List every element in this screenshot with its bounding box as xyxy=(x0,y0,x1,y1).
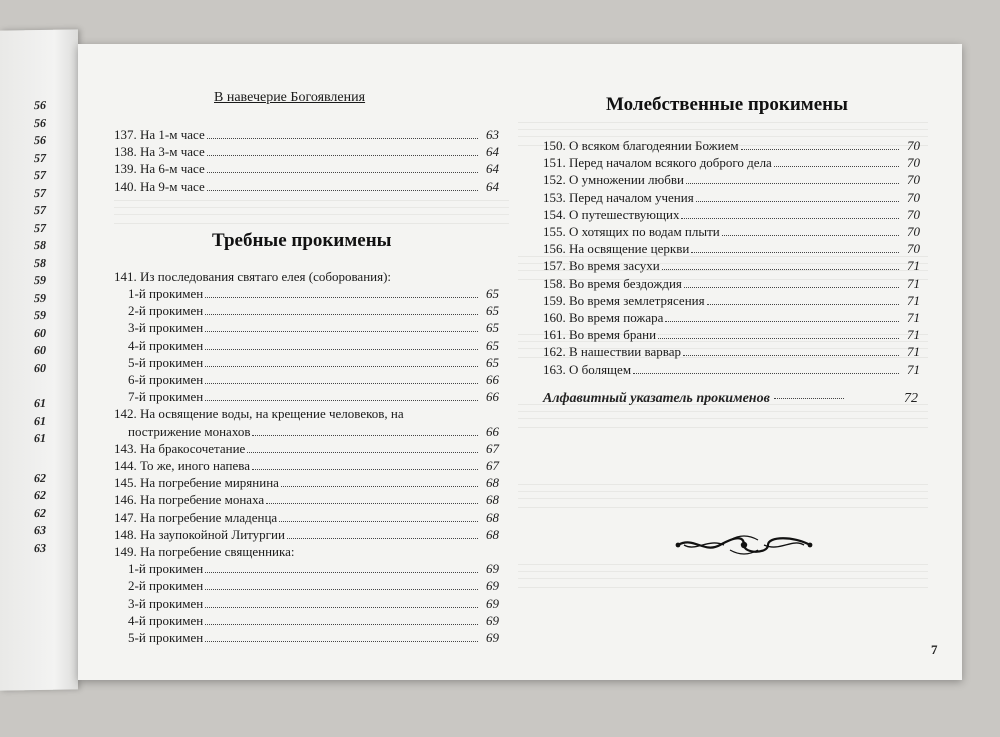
index-page: 72 xyxy=(904,391,918,406)
toc-page-number: 70 xyxy=(907,206,920,222)
toc-entry[interactable] xyxy=(114,178,499,195)
toc-leader xyxy=(205,572,478,590)
toc-page-number: 65 xyxy=(486,354,499,370)
toc-page-number: 63 xyxy=(486,127,499,142)
left-page-number: 56 xyxy=(34,115,46,130)
toc-leader xyxy=(281,469,478,487)
toc-page-number: 64 xyxy=(486,144,499,160)
toc-label: 148. На заупокойной Литургии xyxy=(114,526,285,542)
toc-leader xyxy=(279,504,478,522)
left-page-number: 56 xyxy=(34,132,46,148)
left-page-number: 57 xyxy=(34,185,46,200)
toc-leader xyxy=(205,624,478,642)
toc-label: 155. О хотящих по водам плыти xyxy=(543,224,720,239)
toc-entry-heading: 149. На погребение священника: xyxy=(114,544,295,559)
page-number: 7 xyxy=(931,642,938,657)
toc-label: 160. Во время пожара xyxy=(543,310,664,325)
toc-leader xyxy=(207,173,478,191)
toc-label: 137. На 1-м часе xyxy=(114,127,205,142)
toc-leader xyxy=(205,314,478,332)
toc-page-number: 70 xyxy=(907,189,920,205)
toc-leader xyxy=(205,297,478,315)
toc-label: 153. Перед началом учения xyxy=(543,189,694,205)
toc-leader xyxy=(205,280,478,298)
toc-leader xyxy=(662,252,899,270)
toc-label: 2-й прокимен xyxy=(128,578,204,594)
index-entry[interactable] xyxy=(543,391,918,409)
toc-page-number: 71 xyxy=(907,327,920,343)
toc-label: 146. На погребение монаха xyxy=(114,492,265,508)
left-page-number: 63 xyxy=(34,522,46,538)
toc-page xyxy=(78,44,962,680)
toc-page-number: 69 xyxy=(486,630,499,645)
toc-leader xyxy=(205,590,478,608)
toc-label: 144. То же, иного напева xyxy=(114,458,250,473)
left-page-number: 61 xyxy=(34,395,46,411)
toc-page-number: 67 xyxy=(486,458,499,473)
toc-label: 163. О болящем xyxy=(543,361,632,377)
toc-leader xyxy=(252,418,478,436)
left-page-number: 63 xyxy=(34,540,46,555)
toc-page-number: 67 xyxy=(486,440,499,456)
index-label: Алфавитный указатель прокименов xyxy=(543,391,770,406)
toc-label: 151. Перед началом всякого доброго дела xyxy=(543,155,772,171)
toc-page-number: 64 xyxy=(486,178,499,194)
toc-label: 1-й прокимен xyxy=(128,286,204,301)
toc-leader xyxy=(722,218,899,236)
toc-leader xyxy=(684,270,899,288)
toc-page-number: 66 xyxy=(486,372,499,387)
toc-page-number: 70 xyxy=(907,155,920,171)
toc-page-number: 70 xyxy=(907,172,920,188)
left-page-number: 59 xyxy=(34,307,46,323)
toc-page-number: 70 xyxy=(907,241,920,257)
toc-leader xyxy=(252,452,478,470)
left-page-number: 59 xyxy=(34,290,46,305)
section-title-needs: Требные прокимены xyxy=(212,230,392,251)
toc-page-number: 69 xyxy=(486,561,499,577)
left-page-number: 62 xyxy=(34,470,46,485)
toc-leader xyxy=(207,138,478,156)
toc-leader xyxy=(205,349,478,367)
toc-leader xyxy=(741,132,899,150)
toc-leader xyxy=(681,201,899,219)
left-page-number: 58 xyxy=(34,255,46,270)
left-page-number: 58 xyxy=(34,237,46,253)
left-page-number: 59 xyxy=(34,272,46,288)
left-page-number: 56 xyxy=(34,97,46,113)
toc-label: 6-й прокимен xyxy=(128,372,204,387)
toc-label: 5-й прокимен xyxy=(128,630,204,645)
toc-page-number: 68 xyxy=(486,509,499,525)
left-page-number: 60 xyxy=(34,360,46,375)
toc-label: 1-й прокимен xyxy=(128,561,204,577)
toc-page-number: 65 xyxy=(486,337,499,353)
toc-leader xyxy=(686,166,899,184)
toc-label: 154. О путешествующих xyxy=(543,206,680,222)
toc-entry[interactable] xyxy=(543,361,920,378)
toc-page-number: 69 xyxy=(486,595,499,611)
toc-label: 138. На 3-м часе xyxy=(114,144,205,160)
toc-label: 140. На 9-м часе xyxy=(114,178,205,194)
toc-entry[interactable] xyxy=(128,629,499,646)
toc-page-number: 70 xyxy=(907,224,920,239)
index-leader xyxy=(774,398,844,399)
toc-entry-heading: 142. На освящение воды, на крещение человеков, на xyxy=(114,406,404,422)
toc-page-number: 69 xyxy=(486,578,499,594)
bleed-stave xyxy=(114,200,509,224)
toc-page-number: 69 xyxy=(486,612,499,628)
toc-label: 4-й прокимен xyxy=(128,612,204,628)
toc-label: 139. На 6-м часе xyxy=(114,161,205,177)
toc-page-number: 65 xyxy=(486,286,499,301)
left-page-number: 61 xyxy=(34,430,46,446)
toc-leader xyxy=(658,321,899,339)
left-page-edge xyxy=(0,29,78,690)
left-page-number: 57 xyxy=(34,202,46,218)
toc-leader xyxy=(633,356,899,374)
toc-label: 4-й прокимен xyxy=(128,337,204,353)
toc-entry-heading: 141. Из последования святаго елея (соборования): xyxy=(114,269,392,284)
toc-page-number: 66 xyxy=(486,423,499,439)
toc-label: 161. Во время брани xyxy=(543,327,657,343)
toc-page-number: 71 xyxy=(907,258,920,274)
toc-page-number: 71 xyxy=(907,310,920,325)
toc-page-number: 65 xyxy=(486,303,499,319)
toc-label: пострижение монахов xyxy=(128,423,251,439)
section-title-moleben: Молебственные прокимены xyxy=(606,94,848,115)
toc-entry[interactable] xyxy=(114,526,499,543)
toc-page-number: 71 xyxy=(907,292,920,308)
toc-label: 147. На погребение младенца xyxy=(114,509,278,525)
toc-page-number: 65 xyxy=(486,320,499,336)
toc-label: 3-й прокимен xyxy=(128,595,204,611)
toc-label: 158. Во время бездождия xyxy=(543,275,682,291)
left-page-number: 60 xyxy=(34,325,46,340)
toc-leader xyxy=(683,338,899,356)
toc-leader xyxy=(696,184,899,202)
toc-leader xyxy=(205,332,478,350)
toc-page-number: 71 xyxy=(907,275,920,291)
toc-leader xyxy=(287,521,478,539)
toc-entry[interactable] xyxy=(128,388,499,405)
toc-leader xyxy=(205,383,478,401)
toc-label: 5-й прокимен xyxy=(128,354,204,370)
toc-leader xyxy=(266,486,478,504)
toc-leader xyxy=(205,366,478,384)
toc-page-number: 68 xyxy=(486,526,499,542)
left-page-number: 61 xyxy=(34,413,46,428)
decorative-ornament xyxy=(674,534,814,556)
left-page-number: 57 xyxy=(34,150,46,165)
section-title-epiphany-eve: В навечерие Богоявления xyxy=(214,90,366,105)
toc-label: 152. О умножении любви xyxy=(543,172,684,188)
toc-page-number: 70 xyxy=(907,138,920,153)
toc-label: 156. На освящение церкви xyxy=(543,241,690,257)
bleed-stave xyxy=(518,564,928,588)
toc-leader xyxy=(207,155,478,173)
toc-label: 162. В нашествии варвар xyxy=(543,344,681,360)
toc-label: 7-й прокимен xyxy=(128,389,204,405)
left-page-number: 62 xyxy=(34,487,46,503)
toc-page-number: 66 xyxy=(486,389,499,405)
toc-label: 2-й прокимен xyxy=(128,303,204,319)
left-page-number: 62 xyxy=(34,505,46,520)
toc-leader xyxy=(205,607,478,625)
toc-leader xyxy=(247,435,478,453)
toc-label: 157. Во время засухи xyxy=(543,258,660,274)
toc-leader xyxy=(207,121,478,139)
toc-page-number: 71 xyxy=(907,361,920,377)
toc-label: 145. На погребение мирянина xyxy=(114,475,279,491)
toc-leader xyxy=(665,304,899,322)
toc-page-number: 64 xyxy=(486,161,499,177)
toc-page-number: 71 xyxy=(907,344,920,360)
toc-label: 159. Во время землетрясения xyxy=(543,292,705,308)
toc-leader xyxy=(691,235,899,253)
toc-leader xyxy=(205,555,478,573)
bleed-stave xyxy=(518,484,928,508)
left-page-number: 57 xyxy=(34,220,46,235)
toc-label: 143. На бракосочетание xyxy=(114,440,246,456)
toc-label: 3-й прокимен xyxy=(128,320,204,336)
left-page-number: 60 xyxy=(34,342,46,358)
toc-page-number: 68 xyxy=(486,475,499,491)
toc-page-number: 68 xyxy=(486,492,499,508)
left-page-number: 57 xyxy=(34,167,46,183)
toc-label: 150. О всяком благодеянии Божием xyxy=(543,138,739,153)
toc-leader xyxy=(707,287,899,305)
toc-leader xyxy=(774,149,899,167)
